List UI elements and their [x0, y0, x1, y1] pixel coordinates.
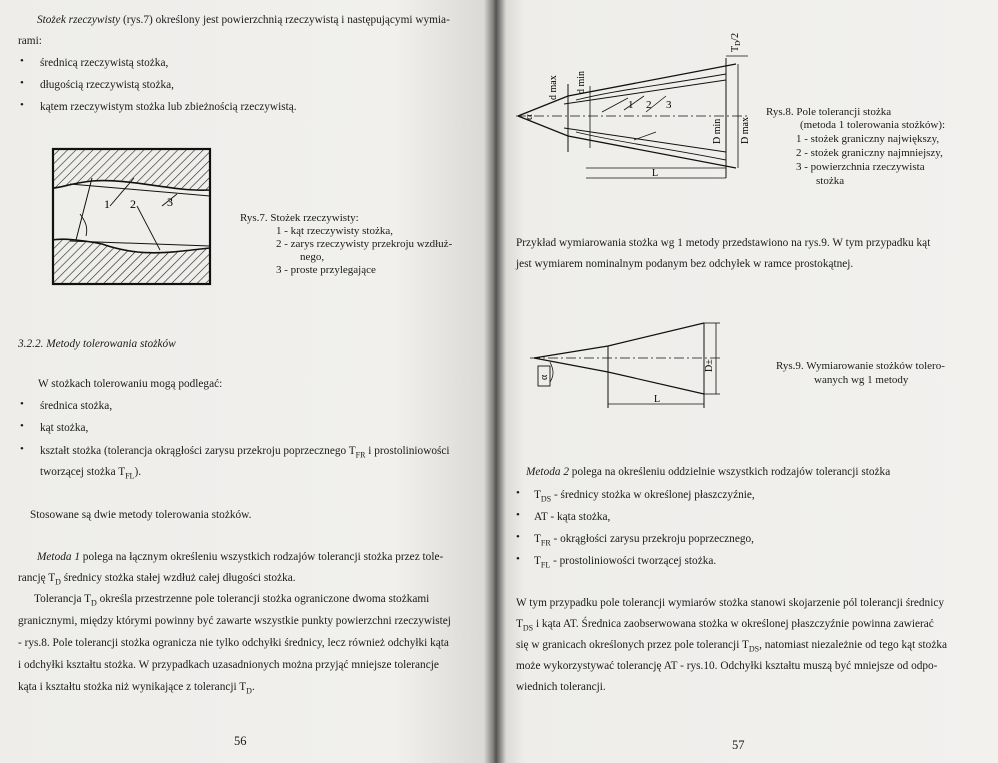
- fig7-caption-line4: 3 - proste przylegające: [276, 264, 376, 276]
- fig8-caption-line4: 3 - powierzchnia rzeczywista: [796, 161, 925, 173]
- final-line4: może wykorzystywać tolerancję AT - rys.10. Odchyłki kształtu muszą być mniejsze od odpo-: [516, 660, 938, 672]
- subject-bullet-3-mid: i prostoliniowości: [365, 445, 450, 457]
- fig8-caption-line5: stożka: [816, 175, 845, 187]
- m2-text: - kąta stożka,: [547, 511, 611, 523]
- m2-bullet-4: [534, 554, 716, 572]
- final-text: się w granicach określonych przez pole tolerancji T: [516, 639, 749, 651]
- method2-title: Metoda 2: [526, 466, 569, 478]
- method1-title: Metoda 1: [37, 551, 80, 563]
- subject-bullet-3-line2: tworzącej stożka T: [40, 466, 126, 478]
- figure-9-cone-dimensioning: [530, 318, 730, 420]
- final-line3: [516, 638, 947, 656]
- subscript: FR: [355, 450, 366, 460]
- subject-bullet-3-end: ).: [134, 466, 142, 478]
- fig8-caption-line2: 1 - stożek graniczny największy,: [796, 133, 940, 145]
- fig8-caption-line3: 2 - stożek graniczny najmniejszy,: [796, 147, 943, 159]
- left-page: [0, 0, 494, 763]
- fig8-half: /2: [730, 33, 741, 41]
- subscript: DS: [522, 623, 534, 633]
- para-line5: [18, 680, 255, 698]
- fig9-alpha: α: [539, 374, 550, 380]
- method1-rest: polega na łącznym określeniu wszystkich rodzajów tolerancji stożka przez tole-: [79, 551, 444, 563]
- para-text: .: [251, 681, 255, 693]
- lower-hatched-wall: [53, 239, 210, 284]
- para-text: Tolerancja T: [34, 593, 92, 605]
- example-line2: jest wymiarem nominalnym podanym bez odchyłek w ramce prostokątnej.: [516, 258, 854, 270]
- m2-bullet-3: [534, 532, 754, 550]
- example-line1: Przykład wymiarowania stożka wg 1 metody przedstawiono na rys.9. W tym przypadku kąt: [516, 237, 931, 249]
- bullet-dot: •: [20, 55, 24, 67]
- para-text: określa przestrzenne pole tolerancji stożka ograniczone dwoma stożkami: [96, 593, 430, 605]
- subject-bullet-3-cont: [40, 465, 141, 483]
- final-line5: wiednich tolerancji.: [516, 681, 606, 693]
- fig8-dmax: d max: [548, 75, 559, 100]
- book-gutter-shadow: [484, 0, 506, 763]
- para-line3: - rys.8. Pole tolerancji stożka ogranicza nie tylko odchyłki średnicy, lecz również odchyłki kąta: [18, 637, 449, 649]
- m2-sym: T: [534, 489, 541, 501]
- fig7-caption-line1: 1 - kąt rzeczywisty stożka,: [276, 225, 393, 237]
- bullet-dot: •: [516, 553, 520, 565]
- fig8-caption-line1: (metoda 1 tolerowania stożków):: [800, 119, 946, 131]
- m2-text: - prostoliniowości tworzącej stożka.: [550, 555, 717, 567]
- fig8-L: L: [652, 168, 659, 179]
- fig7-caption-line2: 2 - zarys rzeczywisty przekroju wzdłuż-: [276, 238, 453, 250]
- fig8-num-2: 2: [646, 99, 652, 111]
- final-line1: W tym przypadku pole tolerancji wymiarów stożka stanowi skojarzenie pól tolerancji średnicy: [516, 597, 945, 609]
- fig7-label-1: 1: [104, 197, 110, 211]
- fig8-alpha: α: [523, 114, 535, 120]
- m2-text: - średnicy stożka w określonej płaszczyźnie,: [551, 489, 755, 501]
- intro-line2: rami:: [18, 35, 42, 47]
- subscript: D: [246, 686, 252, 696]
- m2-sym: T: [534, 555, 541, 567]
- method2-rest: polega na określeniu oddzielnie wszystkich rodzajów tolerancji stożka: [568, 466, 891, 478]
- fig8-D-sub: D: [734, 40, 742, 46]
- subscript: FR: [540, 538, 551, 548]
- final-text: T: [516, 618, 523, 630]
- para-line1: [34, 592, 429, 610]
- method1-line2a: rancję T: [18, 572, 56, 584]
- bullet-dot: •: [516, 509, 520, 521]
- fig9-L: L: [654, 394, 661, 405]
- page-number-right: 57: [732, 738, 745, 752]
- m2-bullet-1: [534, 488, 755, 506]
- m2-text: - okrągłości zarysu przekroju poprzecznego,: [550, 533, 754, 545]
- final-line2: [516, 617, 934, 635]
- subject-bullet-3: [40, 444, 450, 462]
- intro-line1: [37, 13, 450, 27]
- fig9-caption-line2: wanych wg 1 metody: [814, 374, 909, 386]
- bullet-3: kątem rzeczywistym stożka lub zbieżnością rzeczywistą.: [40, 101, 297, 113]
- fig8-num-1: 1: [628, 99, 634, 111]
- subscript: DS: [748, 644, 760, 654]
- subscript: FL: [540, 560, 551, 570]
- final-text: , natomiast niezależnie od tego kąt stożka: [759, 639, 947, 651]
- fig8-Dmin: D min: [712, 118, 723, 144]
- bullet-dot: •: [20, 77, 24, 89]
- bullet-dot: •: [20, 420, 24, 432]
- fig8-dmin: d min: [576, 70, 587, 94]
- bullet-dot: •: [20, 443, 24, 455]
- subject-bullet-1: średnica stożka,: [40, 400, 113, 412]
- para-line4: i odchyłki kształtu stożka. W przypadkach uzasadnionych można przyjąć mniejsze tolerancje: [18, 659, 439, 671]
- m2-sym: AT: [534, 511, 548, 523]
- page-number-left: 56: [234, 734, 247, 748]
- section-heading: 3.2.2. Metody tolerowania stożków: [18, 338, 176, 350]
- subject-intro: W stożkach tolerowaniu mogą podlegać:: [38, 378, 223, 390]
- subject-bullet-3-text: kształt stożka (tolerancja okrągłości zarysu przekroju poprzecznego T: [40, 445, 356, 457]
- fig7-caption-line3: nego,: [300, 251, 325, 263]
- bullet-2: długością rzeczywistą stożka,: [40, 79, 174, 91]
- subscript: DS: [540, 494, 552, 504]
- final-text: i kąta AT. Średnica zaobserwowana stożka w określonej płaszczyźnie powinna zawierać: [533, 618, 934, 630]
- two-methods: Stosowane są dwie metody tolerowania stożków.: [30, 509, 252, 521]
- para-text: kąta i kształtu stożka niż wynikające z tolerancji T: [18, 681, 247, 693]
- fig8-T: T: [730, 45, 741, 52]
- method1-line2b: średnicy stożka stałej wzdłuż całej długości stożka.: [60, 572, 296, 584]
- fig7-label-3: 3: [167, 195, 173, 209]
- subscript: FL: [125, 471, 135, 481]
- right-page: [494, 0, 998, 763]
- m2-sym: T: [534, 533, 541, 545]
- intro-rest: (rys.7) określony jest powierzchnią rzeczywistą i następującymi wymia-: [120, 14, 450, 26]
- figure-8-tolerance-zone: [516, 28, 756, 186]
- figure-7-real-cone: [52, 148, 212, 286]
- upper-hatched-wall: [53, 149, 210, 190]
- fig8-num-3: 3: [666, 99, 672, 111]
- fig8-Dmax: D max: [740, 117, 751, 144]
- m2-bullet-2: [534, 510, 610, 524]
- subscript: D: [55, 577, 61, 587]
- method1-line1: [37, 550, 443, 564]
- bullet-1: średnicą rzeczywistą stożka,: [40, 57, 169, 69]
- para-line2: granicznymi, między którymi powinny być zawarte wszystkie punkty powierzchni rzeczywistej: [18, 615, 451, 627]
- fig9-caption-line1: Rys.9. Wymiarowanie stożków tolero-: [776, 360, 945, 372]
- method2-line: [526, 465, 890, 479]
- bullet-dot: •: [20, 398, 24, 410]
- bullet-dot: •: [516, 531, 520, 543]
- fig9-D: D±: [704, 359, 715, 372]
- bullet-dot: •: [516, 487, 520, 499]
- subscript: D: [91, 598, 97, 608]
- fig7-caption-title: Rys.7. Stożek rzeczywisty:: [240, 212, 359, 224]
- fig7-label-2: 2: [130, 197, 136, 211]
- method1-line2: [18, 571, 296, 589]
- subject-bullet-2: kąt stożka,: [40, 422, 89, 434]
- fig8-caption-title: Rys.8. Pole tolerancji stożka: [766, 106, 892, 118]
- fig8-td-label: [730, 33, 742, 52]
- bullet-dot: •: [20, 99, 24, 111]
- intro-title: Stożek rzeczywisty: [37, 14, 121, 26]
